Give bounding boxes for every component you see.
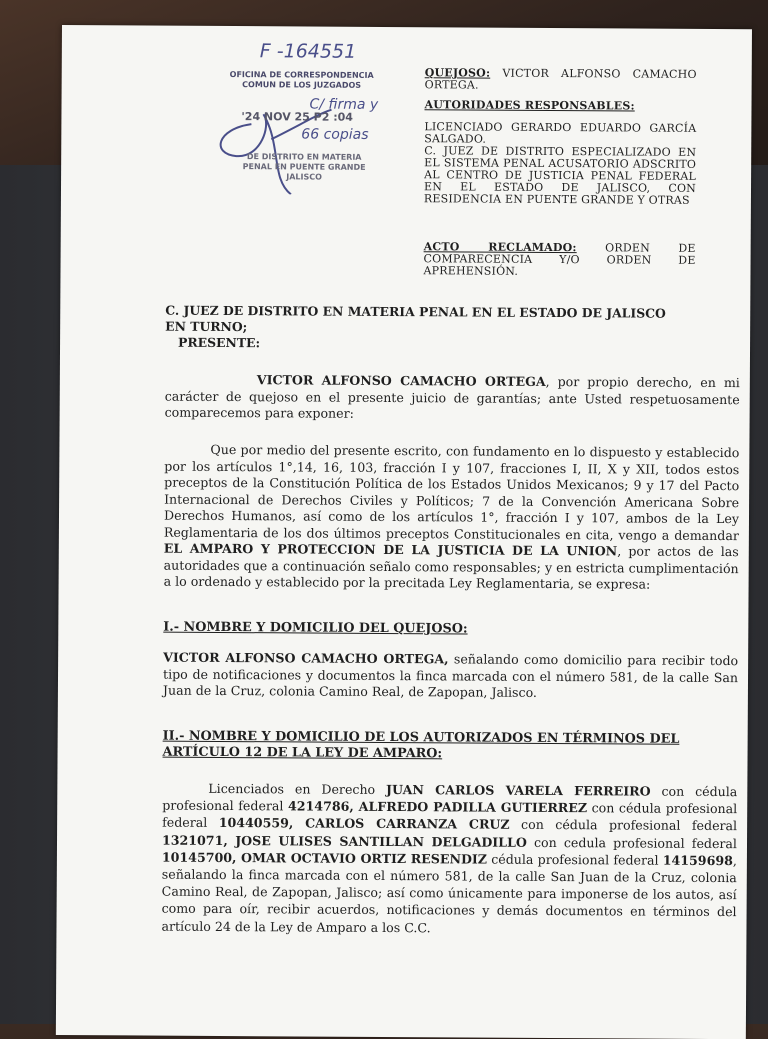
s2-c3: 1321071, JOSE ULISES SANTILLAN DELGADILLO	[161, 832, 527, 850]
s2-c4: 10145700, OMAR OCTAVIO ORTIZ RESENDIZ	[161, 849, 488, 867]
quejoso-block	[425, 67, 697, 93]
s2-c2: 10440559, CARLOS CARRANZA CRUZ	[218, 815, 510, 833]
s2-c1: 4214786, ALFREDO PADILLA GUTIERREZ	[287, 798, 588, 816]
intro-name: VICTOR ALFONSO CAMACHO ORTEGA	[256, 372, 546, 389]
s2-n1: JUAN CARLOS VARELA FERREIRO	[386, 781, 651, 799]
s2-t2: con cédula profesional federal	[162, 783, 738, 814]
intro-text: , por propio derecho, en mi carácter de quejoso en el presente juicio de garantías; ante Usted respetuosamente comparecemos para exponer:	[164, 373, 740, 421]
stamp-district-line3: JALISCO	[286, 172, 322, 182]
autoridades-item-2	[424, 145, 696, 207]
s2-t1: Licenciados en Derecho	[208, 780, 387, 797]
s2-t3: con cédula profesional federal	[162, 800, 738, 831]
acto-value: ORDEN DE COMPARECENCIA Y/O ORDEN DE APREHENSIÓN.	[423, 241, 696, 278]
addressee-line1: C. JUEZ DE DISTRITO EN MATERIA PENAL EN EL ESTADO DE JALISCO	[165, 302, 666, 321]
s2-t4: con cédula profesional federal	[509, 817, 738, 834]
file-number: F -164551	[259, 40, 357, 63]
section1-title: I.- NOMBRE Y DOMICILIO DEL QUEJOSO:	[163, 619, 468, 637]
s2-t5: con cedula profesional federal	[526, 834, 738, 851]
s2-t7: , señalando la finca marcada con el número 581, de la calle San Juan de la Cruz, colonia Camino Real, de Zapopan, Jalisco; así como únicamente para imponerse de los autos, así como para oír, recibir acuerdos, notificaciones y demás documentos en términos del artículo 24 de la Ley de Amparo a los C.C.	[161, 852, 737, 935]
autoridades-label: AUTORIDADES RESPONSABLES:	[424, 98, 635, 113]
section2-paragraph	[161, 780, 737, 938]
stamp-district	[229, 152, 379, 183]
section2-title-line1: II.- NOMBRE Y DOMICILIO DE LOS AUTORIZADOS EN TÉRMINOS DEL	[162, 728, 680, 747]
handwritten-note-2: 66 copias	[301, 126, 369, 143]
autoridades-item-1-text: LICENCIADO GERARDO EDUARDO GARCÍA SALGADO.	[424, 120, 697, 146]
grounds-text-2: , por actos de las autoridades que a continuación señalo como responsables; y en estricta cumplimentación a lo ordenado y establecido por la precitada Ley Reglamentaria, se expresa:	[163, 543, 739, 592]
grounds-text-1: Que por medio del presente escrito, con fundamento en lo dispuesto y establecido por los artículos 1°,14, 16, 103, fracción I y 107, fracciones I, II, X y XII, todos estos preceptos de la Constitución Política de los Estados Unidos Mexicanos; 9 y 17 del Pacto Internacional de Derechos Civiles y Políticos; 7 de la Convención Americana Sobre Derechos Humanos, así como de los artículos 1°, fracción I y 107, ambos de la Ley Reglamentaria de los dos últimos preceptos Constitucionales en cita, vengo a demandar	[163, 441, 740, 543]
document-page	[56, 25, 752, 1039]
section1-name: VICTOR ALFONSO CAMACHO ORTEGA,	[163, 649, 449, 667]
stamp-office-line1: OFICINA DE CORRESPONDENCIA	[229, 70, 374, 80]
stamp-date: '24 NOV 25 P2 :04	[241, 110, 353, 124]
stamp-district-line1: DE DISTRITO EN MATERIA	[246, 152, 362, 162]
section1-paragraph	[163, 650, 738, 703]
s2-t6: cédula profesional federal	[486, 851, 663, 868]
addressee-line2: EN TURNO;	[165, 318, 248, 335]
grounds-paragraph	[164, 442, 740, 594]
acto-label: ACTO RECLAMADO:	[423, 240, 577, 255]
stamp-district-line2: PENAL EN PUENTE GRANDE	[242, 162, 366, 172]
section2-title-line2-text: ARTÍCULO 12 DE LA LEY DE AMPARO	[162, 744, 438, 762]
quejoso-label: QUEJOSO:	[424, 66, 491, 80]
quejoso-value: VICTOR ALFONSO CAMACHO ORTEGA.	[424, 66, 697, 92]
stamp-office-line2: COMUN DE LOS JUZGADOS	[242, 80, 362, 90]
s2-c5: 14159698	[662, 852, 733, 868]
grounds-bold: EL AMPARO Y PROTECCION DE LA JUSTICIA DE LA UNION	[163, 540, 618, 559]
handwritten-note-1: C/ firma y	[309, 96, 379, 113]
intro-paragraph	[165, 372, 740, 425]
autoridades-label-block	[424, 99, 696, 113]
autoridades-item-2-text: C. JUEZ DE DISTRITO ESPECIALIZADO EN EL SISTEMA PENAL ACUSATORIO ADSCRITO AL CENTRO DE JUSTICIA PENAL FEDERAL EN EL ESTADO DE JALISCO, CON RESIDENCIA EN PUENTE GRANDE Y OTRAS	[423, 144, 697, 207]
section2-title-line2	[163, 745, 443, 763]
section2-title-colon: :	[437, 746, 443, 762]
addressee-line3: PRESENTE:	[178, 334, 261, 351]
autoridades-item-1	[424, 121, 696, 147]
section1-text: señalando como domicilio para recibir todo tipo de notificaciones y documentos la finca marcada con el número 581, de la calle San Juan de la Cruz, colonia Camino Real, de Zapopan, Jalisco.	[162, 651, 739, 700]
acto-reclamado-block	[423, 241, 695, 279]
